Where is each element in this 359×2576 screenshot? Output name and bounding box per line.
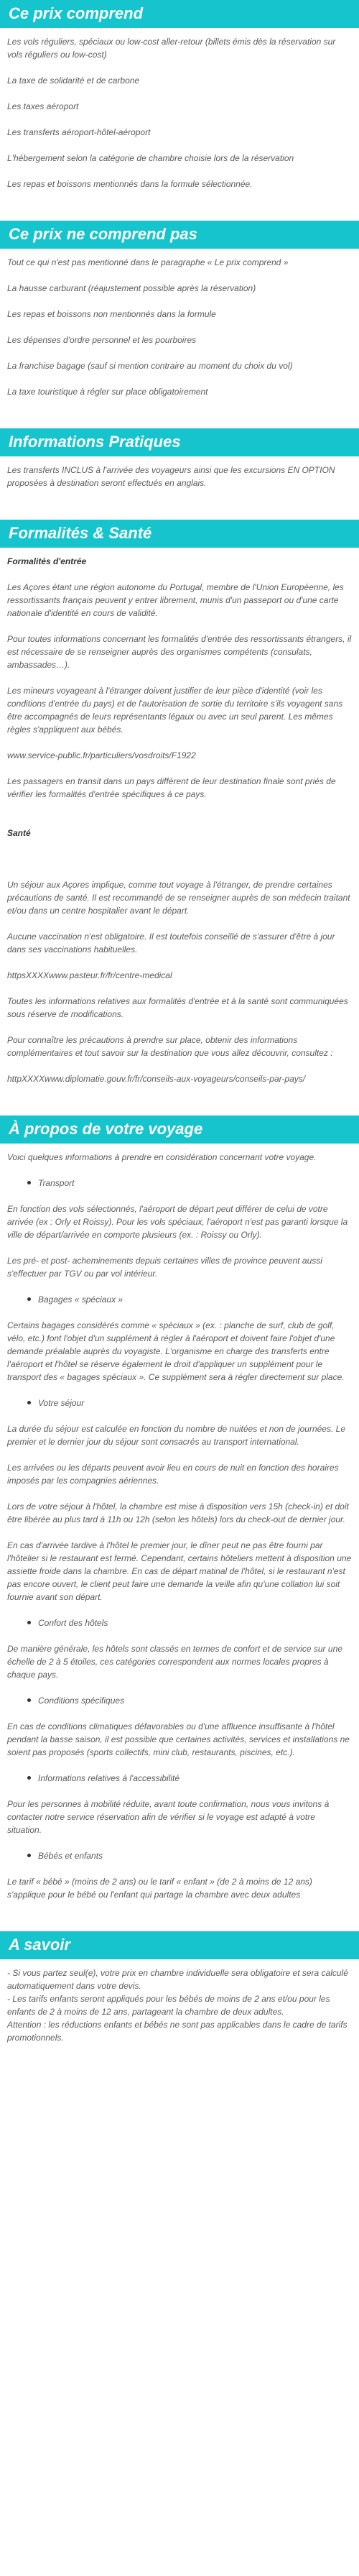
bullet-label: Bagages « spéciaux »: [38, 1294, 123, 1305]
bullet-label: Confort des hôtels: [38, 1618, 108, 1628]
bullet-specific-conditions: [7, 1694, 352, 1707]
health-paragraph: Un séjour aux Açores implique, comme tout voyage à l'étranger, de prendre certaines précautions de santé. Il est recommandé de se renseigner auprès de son médecin traitant et/ou dans un centre hospitalier avant le départ.: [7, 880, 350, 916]
bullet-hotel-comfort: [7, 1616, 352, 1629]
bullet-dot-icon: [27, 1401, 31, 1404]
bullet-label: Transport: [38, 1178, 75, 1188]
bullet-accessibility: [7, 1772, 352, 1785]
formalities-paragraph: Les passagers en transit dans un pays différent de leur destination finale sont priés de vérifier les formalités d'entrée spécifiques à ce pays.: [7, 776, 336, 799]
bullet-your-stay: [7, 1397, 352, 1409]
not-included-item: La hausse carburant (réajustement possible après la réservation): [7, 283, 256, 293]
not-included-item: La franchise bagage (sauf si mention contraire au moment du choix du vol): [7, 361, 293, 371]
not-included-item: Les dépenses d'ordre personnel et les pourboires: [7, 335, 197, 345]
section-not-included: [0, 221, 359, 414]
bullet-special-luggage: [7, 1293, 352, 1306]
bullet-label: Bébés et enfants: [38, 1851, 103, 1861]
about-paragraph: De manière générale, les hôtels sont classés en termes de confort et de service sur une échelle de 2 à 5 étoiles, ces catégories correspondent aux normes locales propres à chaque pays.: [7, 1644, 342, 1680]
formalities-paragraph: Pour toutes informations concernant les formalités d'entrée des ressortissants étrangers, il est nécessaire de se renseigner auprès des organismes compétents (consulats, ambassades…).: [7, 634, 352, 670]
bullet-label: Informations relatives à l'accessibilité: [38, 1773, 180, 1783]
bullet-dot-icon: [27, 1698, 31, 1702]
section-title-not-included: Ce prix ne comprend pas: [0, 221, 359, 249]
not-included-item: Les repas et boissons non mentionnés dans la formule: [7, 309, 216, 319]
about-paragraph: En cas de conditions climatiques défavorables ou d'une affluence insuffisante à l'hôtel pendant la basse saison, il est possible que certaines activités, services et installations ne soient pas proposés (sports collectifs, mini club, restaurants, piscines, etc.).: [7, 1721, 350, 1757]
good-to-know-line: - Si vous partez seul(e), votre prix en chambre individuelle sera obligatoire et sera calculé automatiquement dans votre devis.: [7, 1968, 348, 1991]
bullet-dot-icon: [27, 1181, 31, 1184]
health-paragraph: Pour connaître les précautions à prendre sur place, obtenir des informations complémentaires et tout savoir sur la destination que vous allez découvrir, consultez :: [7, 1035, 333, 1058]
entry-formalities-heading: Formalités d'entrée: [7, 556, 87, 566]
about-paragraph: Les arrivées ou les départs peuvent avoir lieu en cours de nuit en fonction des horaires imposés par les compagnies aériennes.: [7, 1463, 339, 1486]
good-to-know-line: Attention : les réductions enfants et bébés ne sont pas applicables dans le cadre de tarifs promotionnels.: [7, 2020, 348, 2043]
about-paragraph: Le tarif « bébé » (moins de 2 ans) ou le tarif « enfant » (de 2 à moins de 12 ans) s'applique pour le bébé ou l'enfant qui partage la chambre avec deux adultes: [7, 1877, 312, 1900]
included-item: Les repas et boissons mentionnés dans la formule sélectionnée.: [7, 179, 253, 189]
section-title-about-trip: À propos de votre voyage: [0, 1116, 359, 1144]
about-paragraph: La durée du séjour est calculée en fonction du nombre de nuitées et non de journées. Le premier et le dernier jour du séjour sont consacrés au transport international.: [7, 1424, 345, 1447]
section-title-practical-info: Informations Pratiques: [0, 428, 359, 456]
included-item: Les transferts aéroport-hôtel-aéroport: [7, 127, 151, 137]
included-item: Les taxes aéroport: [7, 101, 79, 111]
bullet-label: Conditions spécifiques: [38, 1696, 125, 1706]
about-paragraph: En fonction des vols sélectionnés, l'aéroport de départ peut différer de celui de votre arrivée (ex : Orly et Roissy). Pour les vols spéciaux, l'aéroport n'est pas garanti lorsque la ville de départ/arrivée en comporte plusieurs (ex. : Roissy ou Orly).: [7, 1204, 348, 1240]
about-paragraph: Pour les personnes à mobilité réduite, avant toute confirmation, nous vous invitons à contacter notre service réservation afin de vérifier si le voyage est adapté à votre situation.: [7, 1799, 330, 1835]
not-included-item: La taxe touristique à régler sur place obligatoirement: [7, 387, 208, 397]
bullet-label: Votre séjour: [38, 1398, 85, 1408]
section-included: [0, 0, 359, 206]
about-intro: Voici quelques informations à prendre en considération concernant votre voyage.: [7, 1152, 317, 1162]
included-item: Les vols réguliers, spéciaux ou low-cost aller-retour (billets émis dès la réservation sur vols réguliers ou low-cost): [7, 37, 336, 60]
bullet-babies-children: [7, 1849, 352, 1862]
included-item: La taxe de solidarité et de carbone: [7, 75, 140, 86]
health-link: httpXXXXwww.diplomatie.gouv.fr/fr/conseils-aux-voyageurs/conseils-par-pays/: [7, 1074, 306, 1084]
formalities-paragraph: Les mineurs voyageant à l'étranger doivent justifier de leur pièce d'identité (voir les conditions d'entrée du pays) et de l'autorisation de sortie du territoire s'ils voyagent sans être accompagnés de leurs représentants légaux ou avec un seul parent. Les mêmes règles s'appliquent aux bébés.: [7, 686, 343, 735]
bullet-dot-icon: [27, 1621, 31, 1624]
section-good-to-know: [0, 1931, 359, 2060]
formalities-paragraph: Les Açores étant une région autonome du Portugal, membre de l'Union Européenne, les ressortissants français peuvent y entrer librement, munis d'un passeport ou d'une carte nationale d'identité en cours de validité.: [7, 582, 344, 618]
about-paragraph: Lors de votre séjour à l'hôtel, la chambre est mise à disposition vers 15h (check-in) et doit être libérée au plus tard à 11h ou 12h (selon les hôtels) lors du check-out de dernier jour.: [7, 1501, 349, 1524]
formalities-link: www.service-public.fr/particuliers/vosdroits/F1922: [7, 750, 196, 760]
health-paragraph: Toutes les informations relatives aux formalités d'entrée et à la santé sont communiquées sous réserve de modifications.: [7, 996, 348, 1019]
section-title-good-to-know: A savoir: [0, 1931, 359, 1959]
bullet-dot-icon: [27, 1854, 31, 1857]
bullet-dot-icon: [27, 1297, 31, 1301]
included-item: L'hébergement selon la catégorie de chambre choisie lors de la réservation: [7, 153, 294, 163]
good-to-know-line: - Les tarifs enfants seront appliqués pour les bébés de moins de 2 ans et/ou pour les enfants de 2 à moins de 12 ans, partageant la chambre de deux adultes.: [7, 1994, 330, 2017]
health-paragraph: Aucune vaccination n'est obligatoire. Il est toutefois conseillé de s'assurer d'être à jour dans ses vaccinations habituelles.: [7, 932, 335, 954]
health-heading: Santé: [7, 828, 31, 838]
bullet-transport: [7, 1177, 352, 1190]
bullet-dot-icon: [27, 1776, 31, 1780]
health-link: httpsXXXXwww.pasteur.fr/fr/centre-medical: [7, 970, 172, 980]
about-paragraph: Les pré- et post- acheminements depuis certaines villes de province peuvent aussi s'effectuer par TGV ou par vol intérieur.: [7, 1256, 322, 1279]
section-title-formalities-health: Formalités & Santé: [0, 520, 359, 548]
section-practical-info: [0, 428, 359, 505]
section-about-trip: [0, 1116, 359, 1917]
about-paragraph: En cas d'arrivée tardive à l'hôtel le premier jour, le dîner peut ne pas être fourni par l'hôtelier si le restaurant est fermé. Cependant, certains hôteliers mettent à disposition une assiette froide dans la chambre. En cas de départ matinal de l'hôtel, si le restaurant n'est pas encore ouvert, le client peut faire une demande la veille afin qu'une collation lui soit fournie avant son départ.: [7, 1540, 352, 1602]
section-formalities-health: [0, 520, 359, 1101]
practical-info-text: Les transferts INCLUS à l'arrivée des voyageurs ainsi que les excursions EN OPTION proposées à destination seront effectués en anglais.: [7, 465, 335, 488]
not-included-item: Tout ce qui n'est pas mentionné dans le paragraphe « Le prix comprend »: [7, 257, 289, 267]
section-title-included: Ce prix comprend: [0, 0, 359, 28]
about-paragraph: Certains bagages considérés comme « spéciaux » (ex. : planche de surf, club de golf, vélo, etc.) font l'objet d'un supplément à régler à l'aéroport et doivent faire l'objet d'une demande préalable auprès du voyagiste. L'organisme en charge des transferts entre l'aéroport et l'hôtel se réserve également le droit d'appliquer un supplément pour le transport des « bagages spéciaux ». Ce supplément sera à régler directement sur place.: [7, 1320, 345, 1382]
